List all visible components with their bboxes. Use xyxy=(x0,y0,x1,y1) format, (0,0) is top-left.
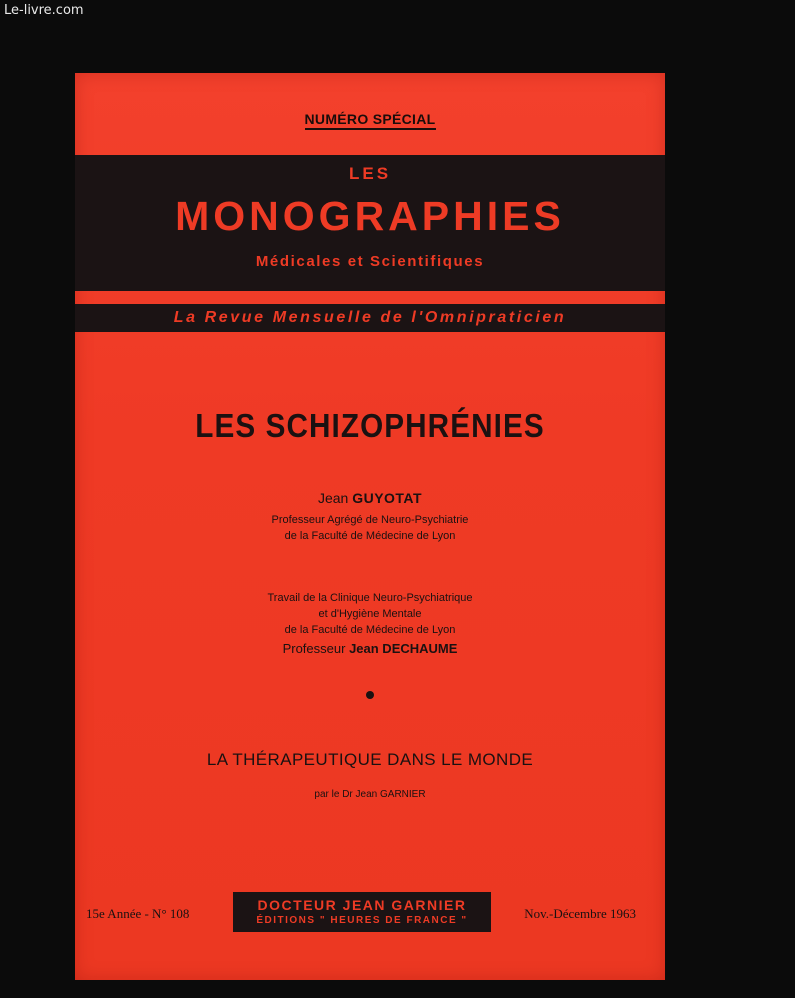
work-line-3: de la Faculté de Médecine de Lyon xyxy=(284,624,456,636)
author-role-2: de la Faculté de Médecine de Lyon xyxy=(284,530,456,542)
issue-number: 15e Année - N° 108 xyxy=(86,906,190,921)
professor-line xyxy=(75,641,665,656)
author-name xyxy=(75,490,665,506)
main-title: LES SCHIZOPHRÉNIES xyxy=(195,407,545,444)
professor-prefix: Professeur xyxy=(282,641,346,656)
masthead-subtitle: Médicales et Scientifiques xyxy=(255,253,485,270)
therapy-byline: par le Dr Jean GARNIER xyxy=(314,789,426,800)
book-cover xyxy=(75,73,665,980)
publisher-name: DOCTEUR JEAN GARNIER xyxy=(257,897,467,913)
masthead-title: MONOGRAPHIES xyxy=(175,193,565,239)
publisher-box xyxy=(233,892,491,932)
work-line-2: et d'Hygiène Mentale xyxy=(318,608,422,620)
watermark: Le-livre.com xyxy=(4,3,84,18)
author-first: Jean xyxy=(317,490,349,506)
work-line-1: Travail de la Clinique Neuro-Psychiatrique xyxy=(267,592,473,604)
professor-name: Jean DECHAUME xyxy=(349,641,458,656)
revue-tagline: La Revue Mensuelle de l'Omnipraticien xyxy=(173,309,567,326)
publisher-editions: ÉDITIONS " HEURES DE FRANCE " xyxy=(256,915,468,926)
special-issue-text: NUMÉRO SPÉCIAL xyxy=(305,111,436,130)
issue-date: Nov.-Décembre 1963 xyxy=(524,906,636,921)
author-role-1: Professeur Agrégé de Neuro-Psychiatrie xyxy=(271,514,469,526)
bullet-dot xyxy=(366,691,374,699)
therapy-title: LA THÉRAPEUTIQUE DANS LE MONDE xyxy=(206,750,534,769)
masthead-les: LES xyxy=(348,164,392,183)
author-last: GUYOTAT xyxy=(352,490,423,506)
special-issue-label xyxy=(75,111,665,129)
